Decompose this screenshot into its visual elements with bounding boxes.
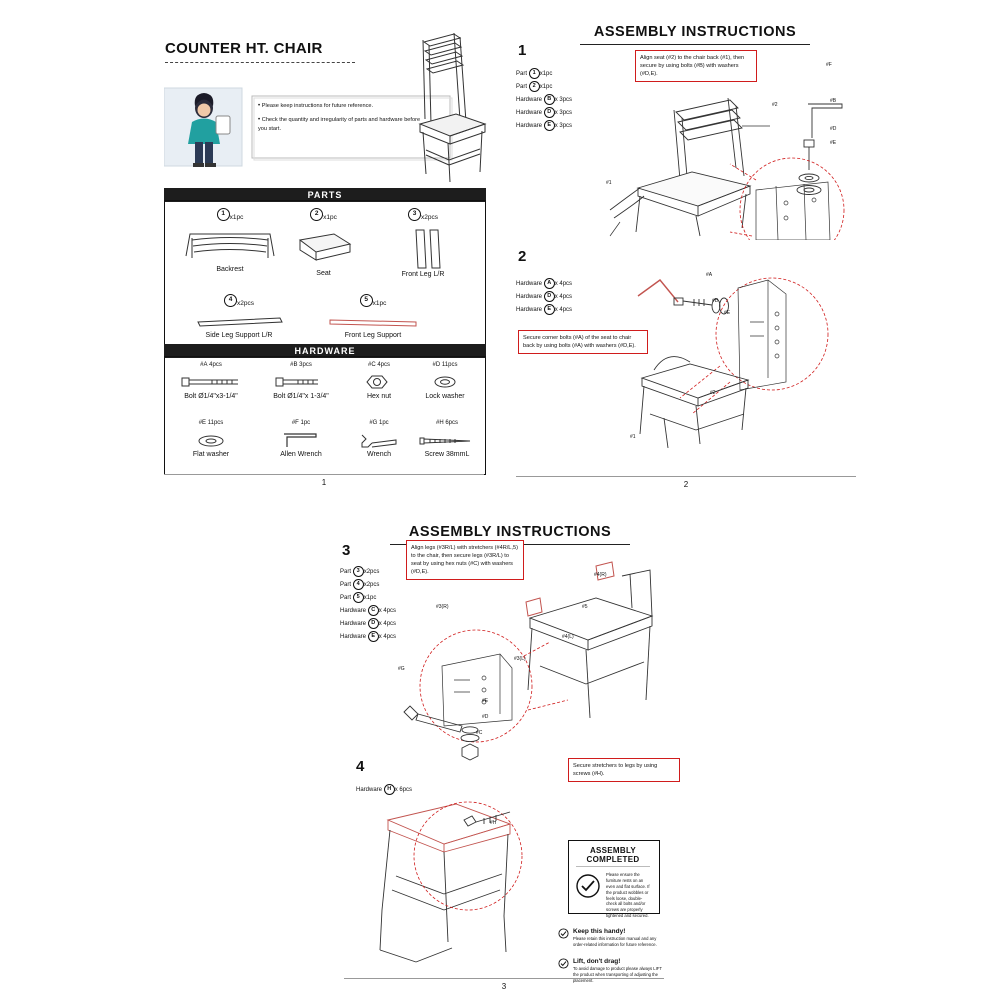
sheet1-footer-rule	[164, 474, 484, 475]
hardware-name-f: Allen Wrench	[280, 451, 322, 458]
sheet2-footer-rule	[516, 476, 856, 477]
step-1-mark-B: #B	[830, 98, 837, 104]
sheet2-page-number: 2	[683, 480, 689, 489]
sheet3-header: ASSEMBLY INSTRUCTIONS	[408, 524, 612, 540]
intro-note-1: • Please keep instructions for future reference.	[258, 103, 374, 109]
step-1-bom: Part 1 x1pc Part 2 x1pc Hardware B x 3pcs Hardware D x 3pcs Hardware E x 3pcs	[516, 70, 573, 130]
sheet3-footer-rule	[344, 978, 664, 979]
tip-1-text: Please retain this instruction manual and any order-related information for future reference.	[573, 936, 657, 948]
chair-hero-drawing	[390, 24, 495, 184]
step-2-mark-2: #2	[710, 390, 716, 396]
hardware-item-e: #E 11pcs Flat washer	[172, 420, 250, 458]
step-1-number: 1	[518, 42, 527, 59]
hardware-name-a: Bolt Ø1/4"x3-1/4"	[184, 393, 238, 400]
check-icon	[558, 958, 569, 969]
step-3-number: 3	[342, 542, 351, 559]
part-name-1: Backrest	[216, 266, 244, 273]
hardware-item-g: #G 1pc Wrench	[350, 420, 408, 458]
hardware-name-b: Bolt Ø1/4"x 1-3/4"	[273, 393, 329, 400]
sheet2-header-rule	[580, 44, 810, 45]
hardware-name-g: Wrench	[367, 451, 391, 458]
tip-2-title: Lift, don't drag!	[573, 958, 621, 965]
step-1-mark-1: #1	[606, 180, 612, 186]
step-4-bom: Hardware H x 6pcs	[356, 786, 413, 794]
parts-band: PARTS	[164, 188, 486, 202]
sheet1-page-number: 1	[321, 478, 327, 487]
hardware-name-c: Hex nut	[366, 393, 392, 400]
step-4-drawing	[360, 790, 580, 970]
step-2-bom: Hardware A x 4pcs Hardware D x 4pcs Hardware E x 4pcs	[516, 280, 573, 314]
intro-note-2: • Check the quantity and irregularity of parts and hardware before you start.	[258, 117, 421, 132]
sheet3-page-number: 3	[501, 982, 507, 991]
step-1-mark-E: #E	[830, 140, 837, 146]
hardware-item-f: #F 1pc Allen Wrench	[260, 420, 342, 458]
hardware-item-b: #B 3pcs Bolt Ø1/4"x 1-3/4"	[260, 362, 342, 400]
part-code-1: 1	[217, 208, 230, 221]
part-item-5: 5x1pc Front Leg Support	[318, 292, 428, 339]
step-1-mark-2: #2	[772, 102, 778, 108]
part-item-3: 3x2pcs Front Leg L/R	[378, 206, 468, 278]
step-3-mark-4L: #4(L)	[562, 634, 574, 640]
tip-2-text: To avoid damage to product please always LIFT the product when transporting of adjusting the placement.	[573, 966, 662, 984]
hardware-name-h: Screw 38mmL	[424, 451, 470, 458]
part-code-4: 4	[224, 294, 237, 307]
title-underline	[165, 62, 355, 63]
part-name-2: Seat	[316, 270, 331, 277]
step-2-drawing	[620, 258, 860, 458]
step-2-mark-A: #A	[706, 272, 713, 278]
assembly-completed-rule	[576, 866, 650, 867]
part-item-1: 1x1pc Backrest	[180, 206, 280, 273]
step-3-mark-G: #G	[398, 666, 405, 672]
hardware-item-d: #D 11pcs Lock washer	[412, 362, 478, 400]
step-3-mark-4R: #4(R)	[594, 572, 607, 578]
step-1-callout: Align seat (#2) to the chair back (#1), then secure by using bolts (#B) with washers (#D,E).	[635, 50, 757, 82]
tip-1	[558, 928, 666, 948]
sheet2-header: ASSEMBLY INSTRUCTIONS	[593, 24, 797, 40]
part-code-5: 5	[360, 294, 373, 307]
step-3-mark-D: #D	[482, 714, 489, 720]
step-3-callout: Align legs (#3R/L) with stretchers (#4R/L,5) to the chair, then secure legs (#3R/L) to seat by using hex nuts (#C) with washers (#D,E).	[406, 540, 524, 580]
step-3-bom: Part 3 x2pcs Part 4 x2pcs Part 5 x1pc Hardware C x 4pcs Hardware D x 4pcs Hardware E x 4pcs	[340, 568, 397, 641]
part-name-4: Side Leg Support L/R	[205, 332, 273, 339]
step-3-drawing	[400, 550, 680, 770]
hardware-band: HARDWARE	[164, 344, 486, 358]
part-name-3: Front Leg L/R	[401, 271, 445, 278]
hardware-name-d: Lock washer	[425, 393, 465, 400]
part-code-3: 3	[408, 208, 421, 221]
step-2-mark-E: #E	[724, 310, 731, 316]
assembly-completed-text: Please ensure the furniture rests on an even and flat surface. If the product wobbles or feels loose, double-check all bolts and/or screws are properly tightened and secured.	[606, 872, 650, 919]
check-circle-icon	[574, 872, 602, 900]
step-2-mark-1: #1	[630, 434, 636, 440]
tip-1-title: Keep this handy!	[573, 928, 626, 935]
sheet-1	[150, 10, 500, 487]
hardware-name-e: Flat washer	[192, 451, 230, 458]
hardware-item-c: #C 4pcs Hex nut	[350, 362, 408, 400]
step-2-callout: Secure corner bolts (#A) of the seat to chair back by using bolts (#A) with washers (#D,E).	[518, 330, 648, 354]
step-3-mark-3R: #3(R)	[436, 604, 449, 610]
tip-2	[558, 958, 666, 984]
hardware-item-a: #A 4pcs Bolt Ø1/4"x3-1/4"	[172, 362, 250, 400]
step-1-mark-D: #D	[830, 126, 837, 132]
step-4-callout: Secure stretchers to legs by using screws (#H).	[568, 758, 680, 782]
assembly-completed-title: ASSEMBLY COMPLETED	[586, 846, 640, 864]
step-2-mark-D: #D	[712, 298, 719, 304]
step-3-mark-3L: #3(L)	[514, 656, 526, 662]
sheet-3	[330, 510, 680, 990]
part-code-2: 2	[310, 208, 323, 221]
step-1-mark-F: #F	[826, 62, 832, 68]
step-3-mark-5: #5	[582, 604, 588, 610]
part-name-5: Front Leg Support	[344, 332, 402, 339]
step-1-drawing	[580, 60, 860, 240]
step-3-mark-E: #E	[482, 698, 489, 704]
hardware-item-h: #H 6pcs Screw 38mmL	[412, 420, 482, 458]
page-title: COUNTER HT. CHAIR	[165, 40, 323, 57]
part-item-4: 4x2pcs Side Leg Support L/R	[184, 292, 294, 339]
step-2-number: 2	[518, 248, 527, 265]
check-icon	[558, 928, 569, 939]
step-4-number: 4	[356, 758, 365, 775]
sheet-2	[510, 10, 860, 490]
part-item-2: 2x1pc Seat	[286, 206, 361, 277]
step-4-mark-H: #H	[490, 820, 497, 826]
step-3-mark-C: #C	[476, 730, 483, 736]
